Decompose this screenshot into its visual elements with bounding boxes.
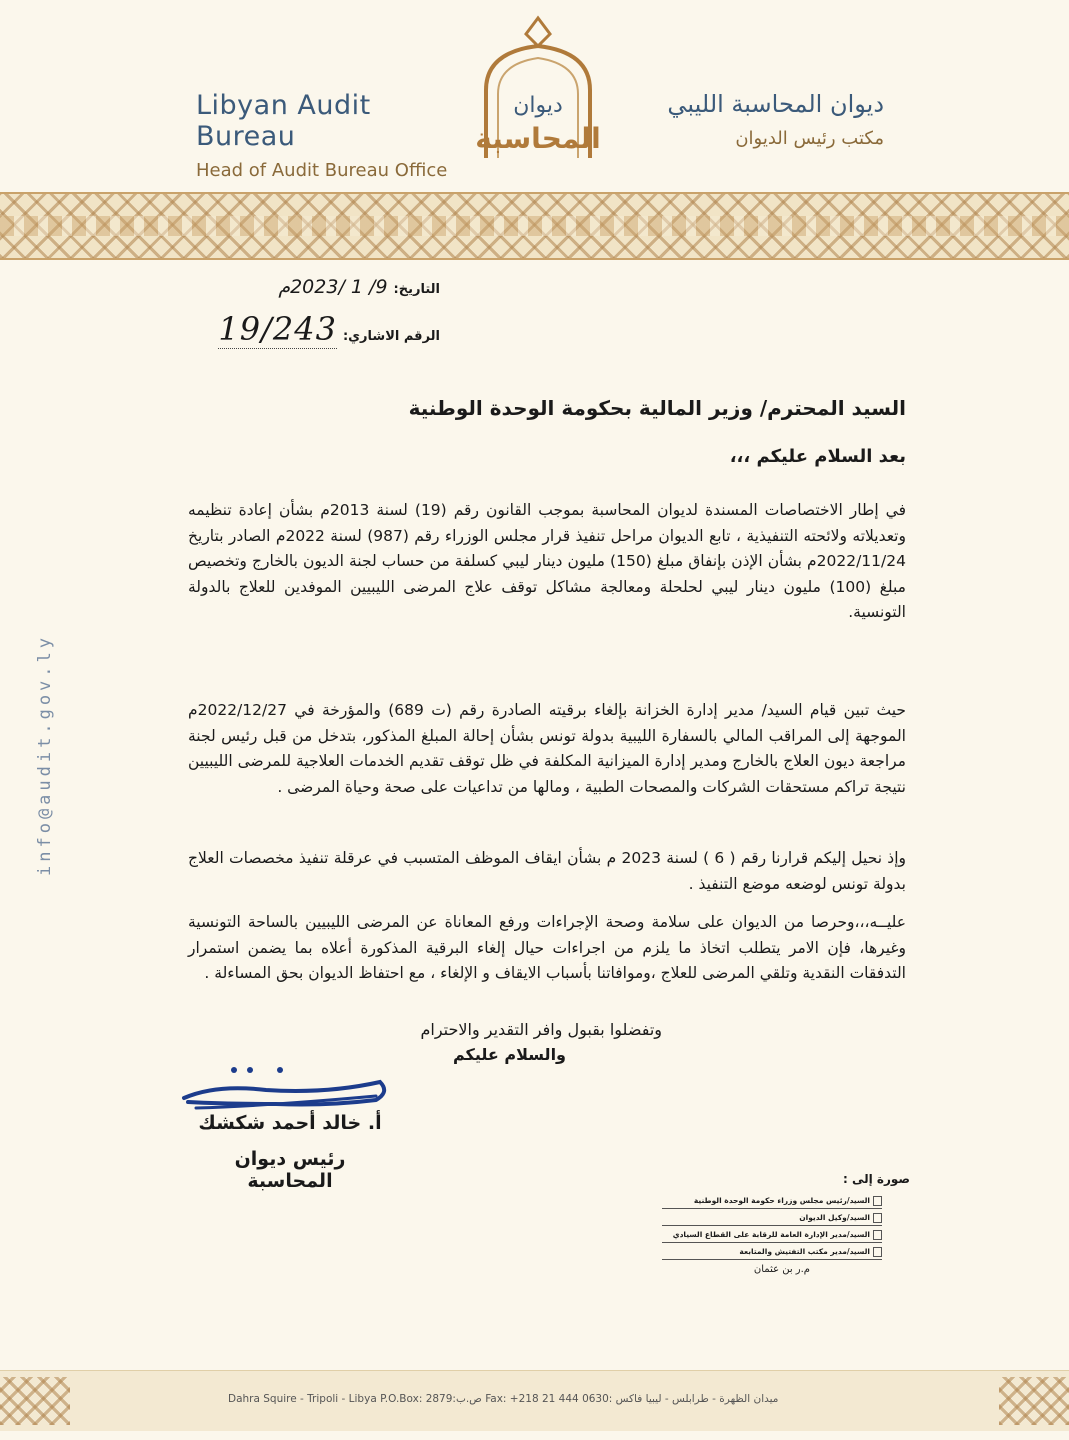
cc-item: السيد/مدير الإدارة العامة للرقابة على القطاع السيادي — [662, 1226, 882, 1243]
reference-row — [200, 310, 440, 348]
date-value: 9/ 1 /2023م — [278, 276, 388, 298]
logo-text-bottom: المحاسبة — [475, 122, 601, 155]
paragraph-3: وإذ نحيل إليكم قرارنا رقم ( 6 ) لسنة 2023 م بشأن ايقاف الموظف المتسبب في عرقلة تنفيذ مخصصات العلاج بدولة تونس لوضعه موضع التنفيذ . — [188, 849, 906, 893]
office-name-ar: مكتب رئيس الديوان — [735, 128, 884, 149]
cc-item: السيد/مدير مكتب التفتيش والمتابعة — [662, 1243, 882, 1260]
paragraph-1: في إطار الاختصاصات المسندة لديوان المحاسبة بموجب القانون رقم (19) لسنة 2013م بشأن إعادة تنظيمه وتعديلاته ولائحته التنفيذية ، تابع الديوان مراحل تنفيذ قرار مجلس الوزراء رقم (987) لسنة 2022م الصادر بتاريخ 2022/11/24م بشأن الإذن بإنفاق مبلغ (150) مليون دينار ليبي كسلفة من حساب لجنة الديون بالخارج وتخصيص مبلغ (100) مليون دينار ليبي لحلحلة ومعالجة مشاكل توقف علاج المرضى الليبيين الموفدين للعلاج بالدولة التونسية. — [188, 501, 906, 621]
date-label: التاريخ: — [393, 282, 440, 297]
greeting: بعد السلام عليكم ،،، — [729, 446, 906, 467]
reference-label: الرقم الاشاري: — [342, 329, 440, 344]
footer-ornament-left — [0, 1377, 70, 1425]
signer-block — [190, 1112, 390, 1192]
org-name-ar: ديوان المحاسبة الليبي — [667, 90, 884, 118]
closing-block — [300, 1020, 662, 1064]
paragraph-2: حيث تبين قيام السيد/ مدير إدارة الخزانة بإلغاء برقيته الصادرة رقم (ت 689) والمؤرخة في 2022/12/27م الموجهة إلى المراقب المالي بالسفارة الليبية بدولة تونس بشأن إحالة المبلغ المذكور، بتدخل من قبل رئيس لجنة مراجعة ديون العلاج بالخارج ومدير إدارة الميزانية المكلفة في ظل توقف تقديم الخدمات العلاجية للمرضى الليبيين نتيجة تراكم مستحقات الشركات والمصحات الطبية ، ومالها من تداعيات على صحة وحياة المرضى . — [188, 701, 906, 796]
signer-name: أ. خالد أحمد شكشك — [198, 1112, 382, 1134]
header-arabic — [584, 90, 884, 149]
paragraph-4: عليــه،،،وحرصا من الديوان على سلامة وصحة الإجراءات ورفع المعاناة عن المرضى الليبيين بالساحة التونسية وغيرها، فإن الامر يتطلب اتخاذ ما يلزم من اجراءات حيال إلغاء البرقية المذكورة أعلاه بما يضمن استمرار التدفقات النقدية وتلقي المرضى للعلاج ،وموافاتنا بأسباب الايقاف و الإلغاء ، مع احتفاظ الديوان بحق المساءلة . — [188, 913, 906, 982]
email-text: info@audit.gov.ly — [35, 634, 55, 876]
reference-value: 19/243 — [218, 310, 337, 348]
cc-item: السيد/وكيل الديوان — [662, 1209, 882, 1226]
cc-list — [660, 1172, 910, 1275]
decorative-border — [0, 192, 1069, 260]
cc-title: صورة إلى : — [842, 1172, 910, 1186]
date-row — [200, 276, 440, 310]
footer — [0, 1370, 1069, 1431]
signer-title: رئيس ديوان المحاسبة — [234, 1148, 346, 1192]
cc-item: السيد/رئيس مجلس وزراء حكومة الوحدة الوطنية — [662, 1192, 882, 1209]
office-name-en: Head of Audit Bureau Office — [196, 160, 448, 181]
date-reference-block — [200, 276, 440, 348]
logo-text-top: ديوان — [513, 93, 563, 118]
closing-line-1: وتفضلوا بقبول وافر التقدير والاحترام — [420, 1020, 662, 1039]
cc-initials: م.ر بن عثمان — [753, 1264, 810, 1275]
closing-line-2: والسلام عليكم — [452, 1045, 566, 1064]
side-contact — [30, 620, 60, 890]
footer-address: Dahra Squire - Tripoli - Libya P.O.Box: 2879:ص.ب Fax: +218 21 444 0630: ميدان الظهرة - طرابلس - ليبيا فاكس — [228, 1393, 779, 1405]
footer-ornament-right — [999, 1377, 1069, 1425]
org-name-en: Libyan Audit Bureau — [196, 90, 371, 152]
salutation: السيد المحترم/ وزير المالية بحكومة الوحدة الوطنية — [408, 396, 906, 420]
header-english — [196, 90, 476, 181]
